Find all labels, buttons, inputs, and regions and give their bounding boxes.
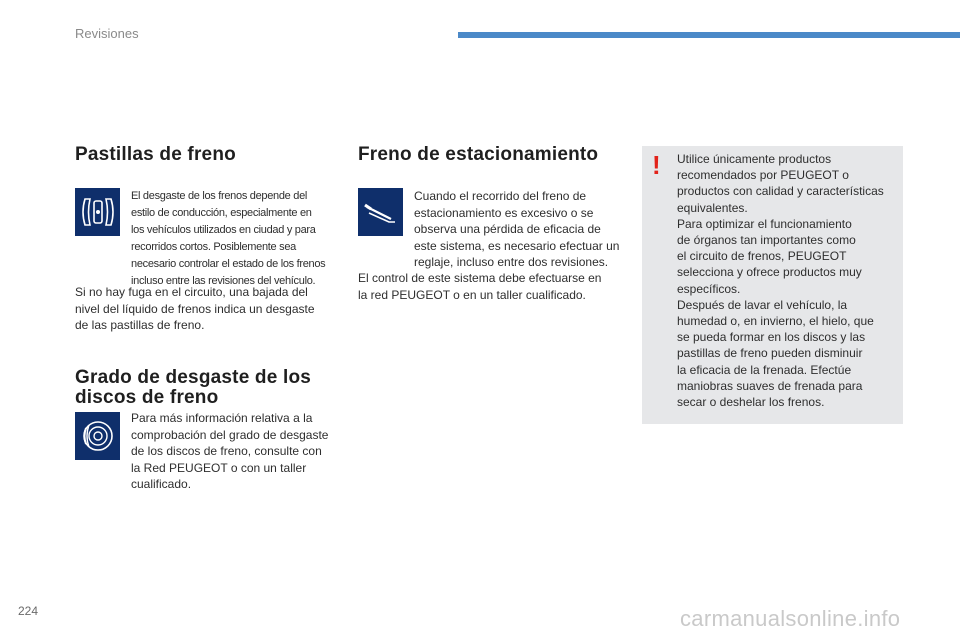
- text-line: cualificado.: [131, 477, 192, 491]
- note-line: secar o deshelar los frenos.: [677, 395, 825, 410]
- note-line: la eficacia de la frenada. Efectúe: [677, 362, 852, 377]
- text-line: recorridos cortos. Posiblemente sea: [131, 241, 296, 253]
- note-line: Para optimizar el funcionamiento: [677, 216, 852, 231]
- text-line: necesario controlar el estado de los frenos: [131, 258, 326, 270]
- note-line: maniobras suaves de frenada para: [677, 378, 863, 393]
- parking-brake-icon: [358, 188, 403, 236]
- note-line: de órganos tan importantes como: [677, 233, 856, 248]
- pastillas-title: Pastillas de freno: [75, 144, 236, 165]
- watermark: carmanualsonline.info: [680, 606, 901, 631]
- text-line: El control de este sistema debe efectuarse en: [358, 271, 602, 285]
- estacionamiento-title: Freno de estacionamiento: [358, 144, 599, 165]
- note-line: recomendados por PEUGEOT o: [677, 168, 849, 183]
- text-line: reglaje, incluso entre dos revisiones.: [414, 255, 609, 269]
- note-line: productos con calidad y características: [677, 184, 884, 199]
- estacionamiento-intro: [414, 188, 629, 271]
- estacionamiento-body: [358, 270, 628, 303]
- text-line: El desgaste de los frenos depende del: [131, 190, 308, 202]
- text-line: estacionamiento es excesivo o se: [414, 205, 594, 220]
- note-line: humedad o, en invierno, el hielo, que: [677, 314, 874, 329]
- header-accent-bar: [458, 32, 960, 38]
- warning-exclamation-icon: !: [652, 150, 661, 180]
- text-line: incluso entre las revisiones del vehículo.: [131, 275, 316, 287]
- page-number: 224: [18, 604, 39, 618]
- text-line: comprobación del grado de desgaste: [131, 427, 329, 442]
- pastillas-intro: [131, 188, 341, 290]
- text-line: Si no hay fuga en el circuito, una bajada del: [75, 285, 308, 299]
- text-line: este sistema, es necesario efectuar un: [414, 238, 620, 253]
- note-line: se pueda formar en los discos y las: [677, 330, 866, 345]
- section-label: Revisiones: [75, 26, 139, 41]
- discos-text: [131, 410, 346, 493]
- text-line: estilo de conducción, especialmente en: [131, 207, 312, 219]
- discos-title: [75, 368, 311, 408]
- text-line: la Red PEUGEOT o con un taller: [131, 460, 307, 475]
- note-line: equivalentes.: [677, 200, 748, 215]
- note-line: el circuito de frenos, PEUGEOT: [677, 249, 847, 264]
- text-line: Cuando el recorrido del freno de: [414, 189, 587, 203]
- note-line: pastillas de freno pueden disminuir: [677, 346, 863, 361]
- brake-disc-icon: [75, 412, 120, 460]
- title-line: discos de freno: [75, 387, 219, 408]
- note-line: selecciona y ofrece productos muy: [677, 265, 862, 280]
- brake-pads-icon: [75, 188, 120, 236]
- note-line: Utilice únicamente productos: [677, 152, 832, 166]
- text-line: de los discos de freno, consulte con: [131, 444, 322, 458]
- text-line: los vehículos utilizados en ciudad y para: [131, 224, 316, 236]
- note-line: Después de lavar el vehículo, la: [677, 297, 848, 312]
- text-line: de las pastillas de freno.: [75, 318, 205, 332]
- note-text: [677, 151, 897, 410]
- text-line: la red PEUGEOT o en un taller cualificado.: [358, 287, 586, 302]
- text-line: Para más información relativa a la: [131, 411, 313, 425]
- text-line: observa una pérdida de eficacia de: [414, 222, 601, 236]
- note-line: específicos.: [677, 281, 741, 296]
- title-line: Grado de desgaste de los: [75, 367, 312, 388]
- pastillas-body: [75, 284, 337, 334]
- text-line: nivel del líquido de frenos indica un desgaste: [75, 301, 315, 316]
